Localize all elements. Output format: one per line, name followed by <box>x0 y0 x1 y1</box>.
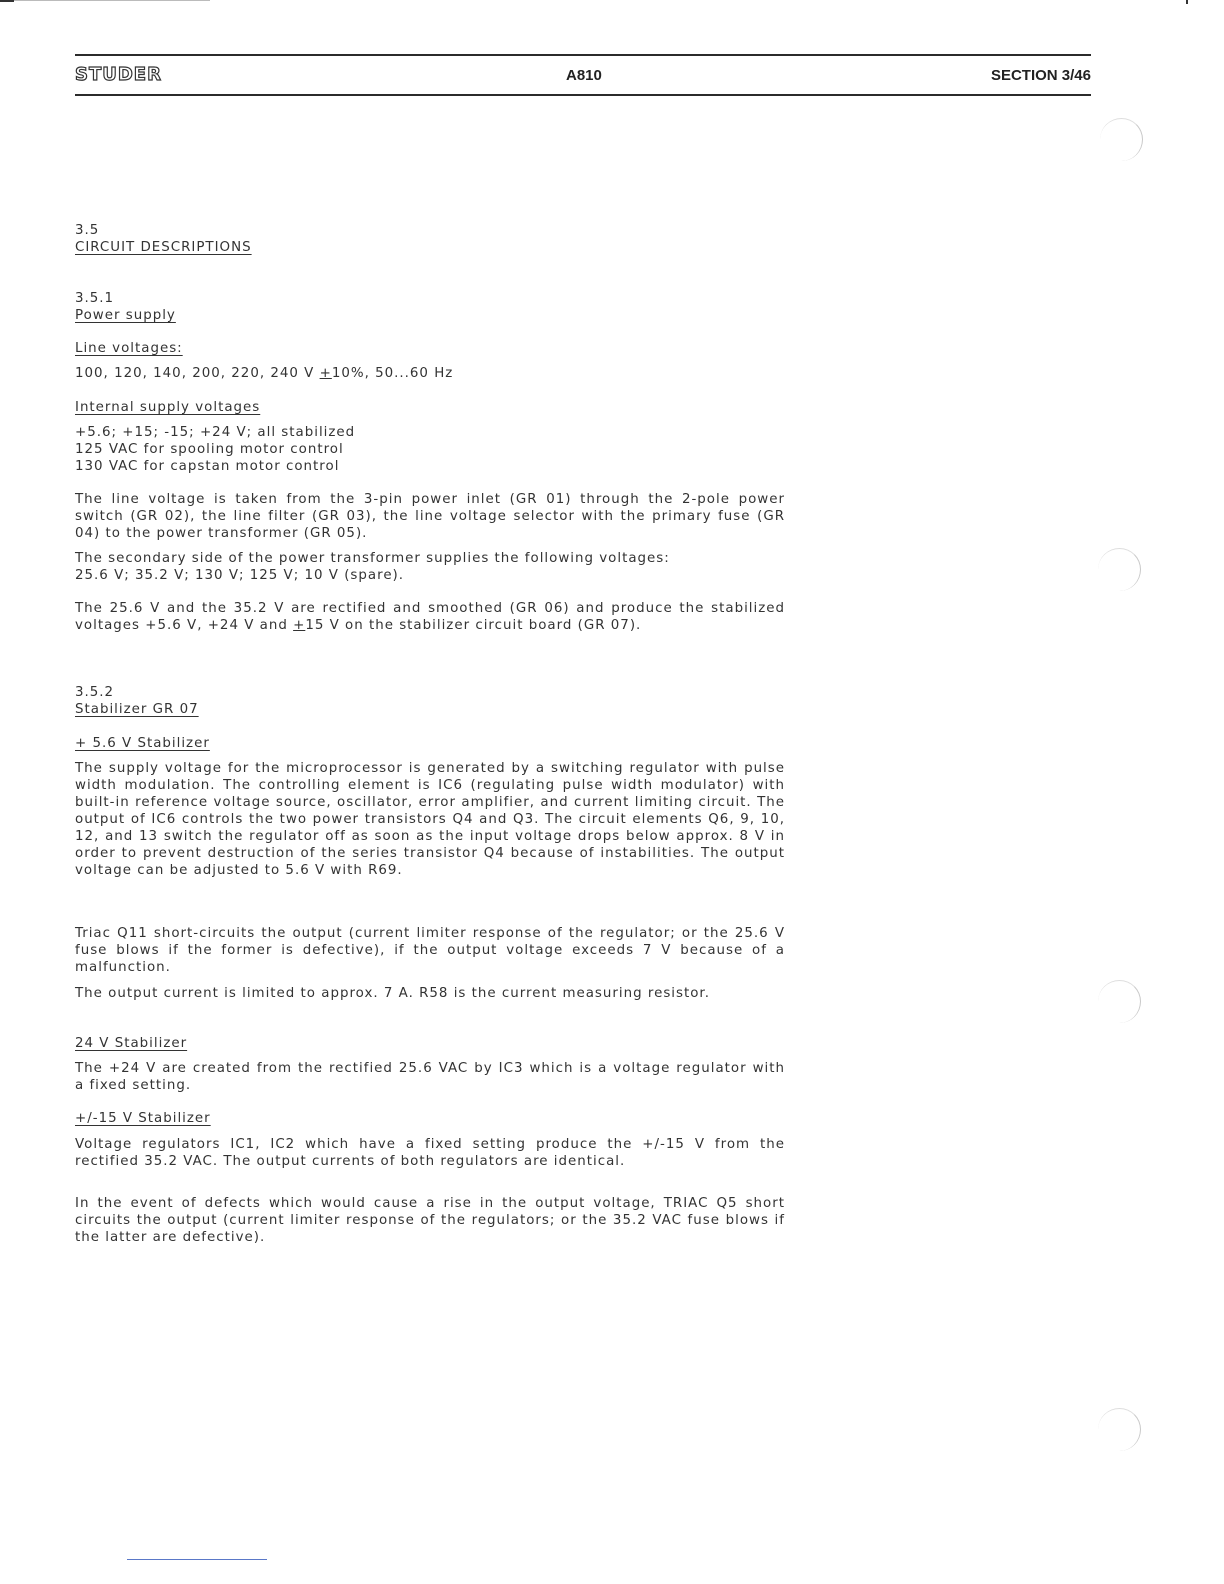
section-title-text: CIRCUIT DESCRIPTIONS <box>75 240 252 255</box>
stabilizer-5v6-heading <box>75 735 785 752</box>
line-voltages-pre: 100, 120, 140, 200, 220, 240 V <box>75 366 320 381</box>
stabilizer-24v-heading <box>75 1035 785 1052</box>
power-supply-paragraph-2-line-1: The secondary side of the power transformer supplies the following voltages: <box>75 551 670 566</box>
stabilizer-5v6-paragraph-3: The output current is limited to approx. 7 A. R58 is the current measuring resistor. <box>75 986 710 1001</box>
para3-pre: The 25.6 V and the 35.2 V are rectified and smoothed (GR 06) and produce the stabilized voltages +5.6 V, +24 V and <box>75 601 785 633</box>
stabilizer-5v6-heading-text: + 5.6 V Stabilizer <box>75 736 210 751</box>
internal-supply-line: 130 VAC for capstan motor control <box>75 459 340 474</box>
scan-mark-top-right <box>1176 0 1188 4</box>
stabilizer-15v-heading-text: +/-15 V Stabilizer <box>75 1111 211 1126</box>
subsection-number: 3.5.2 <box>75 685 115 700</box>
section-title <box>75 239 785 256</box>
plus-minus-symbol: + <box>293 618 306 633</box>
line-voltages-post: 10%, 50...60 Hz <box>331 366 454 381</box>
header-rule-top <box>75 54 1091 56</box>
internal-supply-line: 125 VAC for spooling motor control <box>75 442 344 457</box>
internal-supply-heading <box>75 399 785 416</box>
brand-logo-text: STUDER <box>75 64 162 85</box>
section-page-number: SECTION 3/46 <box>990 67 1091 84</box>
power-supply-paragraph-1: The line voltage is taken from the 3-pin power inlet (GR 01) through the 2-pole power switch (GR 02), the line filter (GR 03), the line voltage selector with the primary fuse (GR 04) to the power transformer (GR 05). <box>75 492 785 541</box>
subsection-title <box>75 701 785 718</box>
punch-hole-3 <box>1098 980 1141 1023</box>
stabilizer-24v-heading-text: 24 V Stabilizer <box>75 1036 188 1051</box>
power-supply-paragraph-2-line-2: 25.6 V; 35.2 V; 130 V; 125 V; 10 V (spare). <box>75 568 405 583</box>
header-rule-bottom <box>75 94 1091 96</box>
punch-hole-1 <box>1100 118 1143 161</box>
subsection-title <box>75 307 785 324</box>
stabilizer-15v-heading <box>75 1110 785 1127</box>
stabilizer-15v-paragraph-2: In the event of defects which would cause a rise in the output voltage, TRIAC Q5 short circuits the output (current limiter response of the regulators; or the 35.2 VAC fuse blows if the latter are defective). <box>75 1196 785 1245</box>
power-supply-paragraph-3 <box>75 600 785 634</box>
line-voltages-heading <box>75 340 785 357</box>
line-voltages-heading-text: Line voltages: <box>75 341 183 356</box>
para3-post: 15 V on the stabilizer circuit board (GR 07). <box>305 618 642 633</box>
punch-hole-4 <box>1098 1408 1141 1451</box>
stabilizer-5v6-paragraph-1: The supply voltage for the microprocessor is generated by a switching regulator with pulse width modulation. The controlling element is IC6 (regulating pulse width modulator) with built-in reference voltage source, oscillator, error amplifier, and current limiting circuit. The output of IC6 controls the two power transistors Q4 and Q3. The circuit elements Q6, 9, 10, 12, and 13 switch the regulator off as soon as the input voltage drops below approx. 8 V in order to prevent destruction of the series transistor Q4 because of instabilities. The output voltage can be adjusted to 5.6 V with R69. <box>75 761 785 878</box>
brand-logo <box>75 64 162 85</box>
stabilizer-15v-paragraph-1: Voltage regulators IC1, IC2 which have a fixed setting produce the +/-15 V from the rectified 35.2 VAC. The output currents of both regulators are identical. <box>75 1137 785 1169</box>
punch-hole-2 <box>1098 548 1141 591</box>
stabilizer-5v6-paragraph-2: Triac Q11 short-circuits the output (current limiter response of the regulator; or the 25.6 V fuse blows if the former is defective), if the output voltage exceeds 7 V because of a malfunction. <box>75 926 785 975</box>
plus-minus-symbol: + <box>319 366 332 381</box>
scan-blue-line <box>127 1559 267 1560</box>
scan-mark-top-left-dash <box>0 0 14 2</box>
section-number: 3.5 <box>75 223 100 238</box>
scan-mark-top-left <box>0 0 210 1</box>
internal-supply-heading-text: Internal supply voltages <box>75 400 261 415</box>
subsection-title-text: Stabilizer GR 07 <box>75 702 199 717</box>
line-voltages-values <box>75 365 785 382</box>
subsection-number: 3.5.1 <box>75 291 115 306</box>
subsection-title-text: Power supply <box>75 308 176 323</box>
stabilizer-24v-paragraph: The +24 V are created from the rectified 25.6 VAC by IC3 which is a voltage regulator with a fixed setting. <box>75 1061 785 1093</box>
internal-supply-line: +5.6; +15; -15; +24 V; all stabilized <box>75 425 356 440</box>
model-number: A810 <box>566 67 602 84</box>
